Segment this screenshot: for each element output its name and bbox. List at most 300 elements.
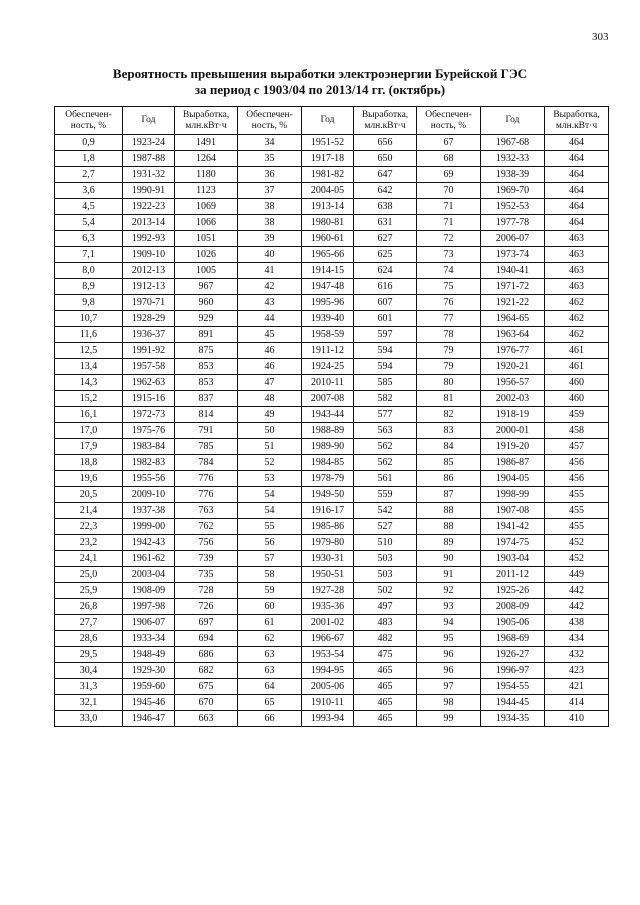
table-cell: 63	[238, 647, 302, 663]
table-cell: 442	[545, 583, 609, 599]
table-cell: 585	[354, 375, 417, 391]
table-cell: 70	[417, 183, 481, 199]
table-cell: 461	[545, 359, 609, 375]
table-cell: 967	[175, 279, 238, 295]
table-cell: 1989-90	[302, 439, 354, 455]
table-cell: 438	[545, 615, 609, 631]
table-cell: 46	[238, 359, 302, 375]
header-cell: Выработка, млн.кВт·ч	[545, 107, 609, 135]
table-cell: 1953-54	[302, 647, 354, 663]
table-cell: 457	[545, 439, 609, 455]
table-cell: 1912-13	[123, 279, 175, 295]
table-row	[55, 567, 609, 583]
table-cell: 2003-04	[123, 567, 175, 583]
table-cell: 563	[354, 423, 417, 439]
table-cell: 756	[175, 535, 238, 551]
table-cell: 2000-01	[481, 423, 545, 439]
table-cell: 64	[238, 679, 302, 695]
table-cell: 1979-80	[302, 535, 354, 551]
table-cell: 1939-40	[302, 311, 354, 327]
table-cell: 20,5	[55, 487, 123, 503]
table-cell: 12,5	[55, 343, 123, 359]
table-cell: 650	[354, 151, 417, 167]
table-cell: 483	[354, 615, 417, 631]
table-cell: 735	[175, 567, 238, 583]
table-cell: 410	[545, 711, 609, 727]
table-cell: 1919-20	[481, 439, 545, 455]
table-row	[55, 535, 609, 551]
table-cell: 1925-26	[481, 583, 545, 599]
table-cell: 2007-08	[302, 391, 354, 407]
table-cell: 1945-46	[123, 695, 175, 711]
table-cell: 2,7	[55, 167, 123, 183]
table-row	[55, 135, 609, 151]
table-cell: 1937-38	[123, 503, 175, 519]
table-cell: 25,9	[55, 583, 123, 599]
table-cell: 2005-06	[302, 679, 354, 695]
table-cell: 414	[545, 695, 609, 711]
table-cell: 35	[238, 151, 302, 167]
table-cell: 503	[354, 567, 417, 583]
table-cell: 1950-51	[302, 567, 354, 583]
table-cell: 642	[354, 183, 417, 199]
table-cell: 1917-18	[302, 151, 354, 167]
table-cell: 49	[238, 407, 302, 423]
table-cell: 1977-78	[481, 215, 545, 231]
table-cell: 23,2	[55, 535, 123, 551]
table-cell: 562	[354, 439, 417, 455]
table-cell: 9,8	[55, 295, 123, 311]
table-cell: 2010-11	[302, 375, 354, 391]
table-cell: 1910-11	[302, 695, 354, 711]
table-cell: 42	[238, 279, 302, 295]
table-cell: 44	[238, 311, 302, 327]
table-cell: 36	[238, 167, 302, 183]
table-row	[55, 231, 609, 247]
table-cell: 77	[417, 311, 481, 327]
table-cell: 791	[175, 423, 238, 439]
table-cell: 601	[354, 311, 417, 327]
table-cell: 99	[417, 711, 481, 727]
header-cell: Выработка, млн.кВт·ч	[354, 107, 417, 135]
table-cell: 697	[175, 615, 238, 631]
table-cell: 1916-17	[302, 503, 354, 519]
table-cell: 465	[354, 663, 417, 679]
table-cell: 1951-52	[302, 135, 354, 151]
table-cell: 464	[545, 215, 609, 231]
table-row	[55, 151, 609, 167]
table-cell: 463	[545, 263, 609, 279]
table-cell: 891	[175, 327, 238, 343]
table-cell: 1931-32	[123, 167, 175, 183]
table-cell: 616	[354, 279, 417, 295]
table-cell: 1987-88	[123, 151, 175, 167]
table-row	[55, 247, 609, 263]
table-cell: 98	[417, 695, 481, 711]
table-cell: 1940-41	[481, 263, 545, 279]
table-cell: 465	[354, 695, 417, 711]
table-cell: 48	[238, 391, 302, 407]
table-cell: 97	[417, 679, 481, 695]
table-row	[55, 455, 609, 471]
table-cell: 434	[545, 631, 609, 647]
table-cell: 72	[417, 231, 481, 247]
table-cell: 1983-84	[123, 439, 175, 455]
table-cell: 67	[417, 135, 481, 151]
table-cell: 1913-14	[302, 199, 354, 215]
table-cell: 96	[417, 663, 481, 679]
table-row	[55, 327, 609, 343]
table-cell: 663	[175, 711, 238, 727]
table-cell: 1971-72	[481, 279, 545, 295]
header-cell: Выработка, млн.кВт·ч	[175, 107, 238, 135]
table-cell: 92	[417, 583, 481, 599]
table-cell: 54	[238, 487, 302, 503]
table-cell: 0,9	[55, 135, 123, 151]
table-cell: 1914-15	[302, 263, 354, 279]
page-number: 303	[592, 31, 609, 43]
table-cell: 465	[354, 711, 417, 727]
table-cell: 1948-49	[123, 647, 175, 663]
table-cell: 1978-79	[302, 471, 354, 487]
table-cell: 1051	[175, 231, 238, 247]
table-cell: 61	[238, 615, 302, 631]
table-cell: 670	[175, 695, 238, 711]
table-cell: 452	[545, 551, 609, 567]
table-cell: 1069	[175, 199, 238, 215]
table-row	[55, 711, 609, 727]
table-row	[55, 423, 609, 439]
table-cell: 5,4	[55, 215, 123, 231]
table-row	[55, 375, 609, 391]
table-cell: 1968-69	[481, 631, 545, 647]
table-cell: 1905-06	[481, 615, 545, 631]
table-cell: 90	[417, 551, 481, 567]
table-cell: 17,9	[55, 439, 123, 455]
table-cell: 38	[238, 199, 302, 215]
table-cell: 465	[354, 679, 417, 695]
table-row	[55, 519, 609, 535]
table-cell: 59	[238, 583, 302, 599]
table-cell: 1944-45	[481, 695, 545, 711]
table-cell: 1904-05	[481, 471, 545, 487]
table-cell: 455	[545, 503, 609, 519]
table-cell: 1903-04	[481, 551, 545, 567]
table-cell: 728	[175, 583, 238, 599]
table-cell: 464	[545, 167, 609, 183]
table-cell: 1959-60	[123, 679, 175, 695]
table-cell: 27,7	[55, 615, 123, 631]
table-row	[55, 311, 609, 327]
table-cell: 1927-28	[302, 583, 354, 599]
table-cell: 464	[545, 135, 609, 151]
table-cell: 497	[354, 599, 417, 615]
table-cell: 53	[238, 471, 302, 487]
table-cell: 69	[417, 167, 481, 183]
table-row	[55, 391, 609, 407]
header-cell: Обеспечен-ность, %	[417, 107, 481, 135]
table-cell: 19,6	[55, 471, 123, 487]
table-cell: 65	[238, 695, 302, 711]
table-row	[55, 343, 609, 359]
table-cell: 624	[354, 263, 417, 279]
table-cell: 456	[545, 455, 609, 471]
table-cell: 76	[417, 295, 481, 311]
table-row	[55, 407, 609, 423]
table-cell: 2009-10	[123, 487, 175, 503]
table-row	[55, 551, 609, 567]
table-cell: 1918-19	[481, 407, 545, 423]
table-cell: 853	[175, 375, 238, 391]
table-cell: 1972-73	[123, 407, 175, 423]
table-cell: 776	[175, 471, 238, 487]
table-cell: 1980-81	[302, 215, 354, 231]
table-cell: 527	[354, 519, 417, 535]
table-row	[55, 663, 609, 679]
table-cell: 1960-61	[302, 231, 354, 247]
table-cell: 1982-83	[123, 455, 175, 471]
table-body	[55, 135, 609, 727]
table-row	[55, 359, 609, 375]
table-cell: 460	[545, 375, 609, 391]
table-cell: 79	[417, 359, 481, 375]
table-cell: 449	[545, 567, 609, 583]
table-cell: 1928-29	[123, 311, 175, 327]
table-cell: 1005	[175, 263, 238, 279]
table-cell: 39	[238, 231, 302, 247]
table-cell: 1996-97	[481, 663, 545, 679]
table-cell: 656	[354, 135, 417, 151]
table-cell: 462	[545, 311, 609, 327]
table-row	[55, 167, 609, 183]
table-cell: 577	[354, 407, 417, 423]
table-cell: 8,0	[55, 263, 123, 279]
table-cell: 1975-76	[123, 423, 175, 439]
table-cell: 1961-62	[123, 551, 175, 567]
table-cell: 582	[354, 391, 417, 407]
table-cell: 24,1	[55, 551, 123, 567]
table-cell: 960	[175, 295, 238, 311]
table-row	[55, 263, 609, 279]
table-cell: 47	[238, 375, 302, 391]
table-header-row	[55, 107, 609, 135]
table-cell: 43	[238, 295, 302, 311]
table-cell: 853	[175, 359, 238, 375]
table-cell: 1986-87	[481, 455, 545, 471]
table-cell: 1906-07	[123, 615, 175, 631]
table-cell: 1922-23	[123, 199, 175, 215]
table-row	[55, 199, 609, 215]
table-cell: 1264	[175, 151, 238, 167]
table-cell: 814	[175, 407, 238, 423]
table-row	[55, 679, 609, 695]
table-cell: 74	[417, 263, 481, 279]
header-cell: Обеспечен-ность, %	[55, 107, 123, 135]
table-cell: 40	[238, 247, 302, 263]
table-cell: 71	[417, 199, 481, 215]
table-cell: 2011-12	[481, 567, 545, 583]
table-cell: 22,3	[55, 519, 123, 535]
title-line-1: Вероятность превышения выработки электроэнергии Бурейской ГЭС	[112, 66, 528, 81]
table-cell: 562	[354, 455, 417, 471]
table-cell: 1954-55	[481, 679, 545, 695]
table-cell: 1976-77	[481, 343, 545, 359]
table-cell: 459	[545, 407, 609, 423]
table-cell: 71	[417, 215, 481, 231]
table-cell: 784	[175, 455, 238, 471]
table-cell: 625	[354, 247, 417, 263]
table-cell: 83	[417, 423, 481, 439]
table-cell: 1066	[175, 215, 238, 231]
table-cell: 837	[175, 391, 238, 407]
table-cell: 33,0	[55, 711, 123, 727]
table-cell: 510	[354, 535, 417, 551]
table-cell: 6,3	[55, 231, 123, 247]
table-cell: 1123	[175, 183, 238, 199]
table-cell: 86	[417, 471, 481, 487]
table-cell: 442	[545, 599, 609, 615]
table-cell: 456	[545, 471, 609, 487]
table-cell: 1955-56	[123, 471, 175, 487]
table-cell: 627	[354, 231, 417, 247]
table-cell: 96	[417, 647, 481, 663]
table-cell: 2001-02	[302, 615, 354, 631]
table-cell: 1920-21	[481, 359, 545, 375]
table-cell: 88	[417, 519, 481, 535]
table-cell: 1491	[175, 135, 238, 151]
table-cell: 58	[238, 567, 302, 583]
table-cell: 38	[238, 215, 302, 231]
table-cell: 2008-09	[481, 599, 545, 615]
table-cell: 1942-43	[123, 535, 175, 551]
table-cell: 1964-65	[481, 311, 545, 327]
table-cell: 785	[175, 439, 238, 455]
table-cell: 423	[545, 663, 609, 679]
table-cell: 3,6	[55, 183, 123, 199]
table-cell: 1941-42	[481, 519, 545, 535]
table-cell: 1923-24	[123, 135, 175, 151]
table-cell: 1934-35	[481, 711, 545, 727]
table-cell: 482	[354, 631, 417, 647]
table-cell: 1962-63	[123, 375, 175, 391]
table-cell: 50	[238, 423, 302, 439]
table-cell: 1990-91	[123, 183, 175, 199]
table-cell: 15,2	[55, 391, 123, 407]
table-cell: 51	[238, 439, 302, 455]
table-cell: 1947-48	[302, 279, 354, 295]
table-row	[55, 295, 609, 311]
table-cell: 46	[238, 343, 302, 359]
table-row	[55, 487, 609, 503]
table-cell: 1933-34	[123, 631, 175, 647]
table-cell: 1957-58	[123, 359, 175, 375]
table-cell: 1946-47	[123, 711, 175, 727]
table-cell: 542	[354, 503, 417, 519]
table-cell: 1994-95	[302, 663, 354, 679]
table-cell: 1965-66	[302, 247, 354, 263]
table-cell: 1921-22	[481, 295, 545, 311]
table-cell: 463	[545, 231, 609, 247]
table-cell: 875	[175, 343, 238, 359]
table-cell: 8,9	[55, 279, 123, 295]
table-cell: 81	[417, 391, 481, 407]
table-cell: 675	[175, 679, 238, 695]
table-cell: 455	[545, 519, 609, 535]
table-cell: 1963-64	[481, 327, 545, 343]
table-cell: 647	[354, 167, 417, 183]
table-cell: 4,5	[55, 199, 123, 215]
table-cell: 85	[417, 455, 481, 471]
table-cell: 60	[238, 599, 302, 615]
table-cell: 594	[354, 359, 417, 375]
table-cell: 68	[417, 151, 481, 167]
table-cell: 1993-94	[302, 711, 354, 727]
table-row	[55, 599, 609, 615]
table-cell: 93	[417, 599, 481, 615]
table-cell: 686	[175, 647, 238, 663]
table-cell: 1932-33	[481, 151, 545, 167]
table-cell: 2012-13	[123, 263, 175, 279]
table-cell: 1995-96	[302, 295, 354, 311]
table-cell: 559	[354, 487, 417, 503]
table-cell: 502	[354, 583, 417, 599]
table-cell: 464	[545, 199, 609, 215]
table-cell: 1915-16	[123, 391, 175, 407]
table-row	[55, 471, 609, 487]
table-cell: 1956-57	[481, 375, 545, 391]
title-line-2: за период с 1903/04 по 2013/14 гг. (октябрь)	[194, 82, 446, 97]
table-cell: 45	[238, 327, 302, 343]
table-cell: 762	[175, 519, 238, 535]
table-cell: 57	[238, 551, 302, 567]
table-cell: 11,6	[55, 327, 123, 343]
probability-table	[54, 106, 609, 727]
header-cell: Год	[302, 107, 354, 135]
table-row	[55, 583, 609, 599]
table-cell: 26,8	[55, 599, 123, 615]
header-cell: Обеспечен-ность, %	[238, 107, 302, 135]
table-cell: 18,8	[55, 455, 123, 471]
table-cell: 421	[545, 679, 609, 695]
table-row	[55, 647, 609, 663]
table-cell: 1966-67	[302, 631, 354, 647]
table-cell: 726	[175, 599, 238, 615]
table-cell: 1949-50	[302, 487, 354, 503]
table-cell: 1997-98	[123, 599, 175, 615]
table-row	[55, 215, 609, 231]
table-cell: 1992-93	[123, 231, 175, 247]
table-cell: 929	[175, 311, 238, 327]
table-cell: 1926-27	[481, 647, 545, 663]
table-cell: 52	[238, 455, 302, 471]
table-cell: 503	[354, 551, 417, 567]
table-cell: 82	[417, 407, 481, 423]
document-title	[0, 66, 640, 98]
table-cell: 1930-31	[302, 551, 354, 567]
table-cell: 631	[354, 215, 417, 231]
table-cell: 10,7	[55, 311, 123, 327]
table-cell: 462	[545, 327, 609, 343]
table-cell: 84	[417, 439, 481, 455]
table-cell: 28,6	[55, 631, 123, 647]
table-cell: 682	[175, 663, 238, 679]
table-cell: 80	[417, 375, 481, 391]
table-cell: 87	[417, 487, 481, 503]
table-cell: 89	[417, 535, 481, 551]
table-cell: 88	[417, 503, 481, 519]
table-cell: 2006-07	[481, 231, 545, 247]
table-row	[55, 439, 609, 455]
